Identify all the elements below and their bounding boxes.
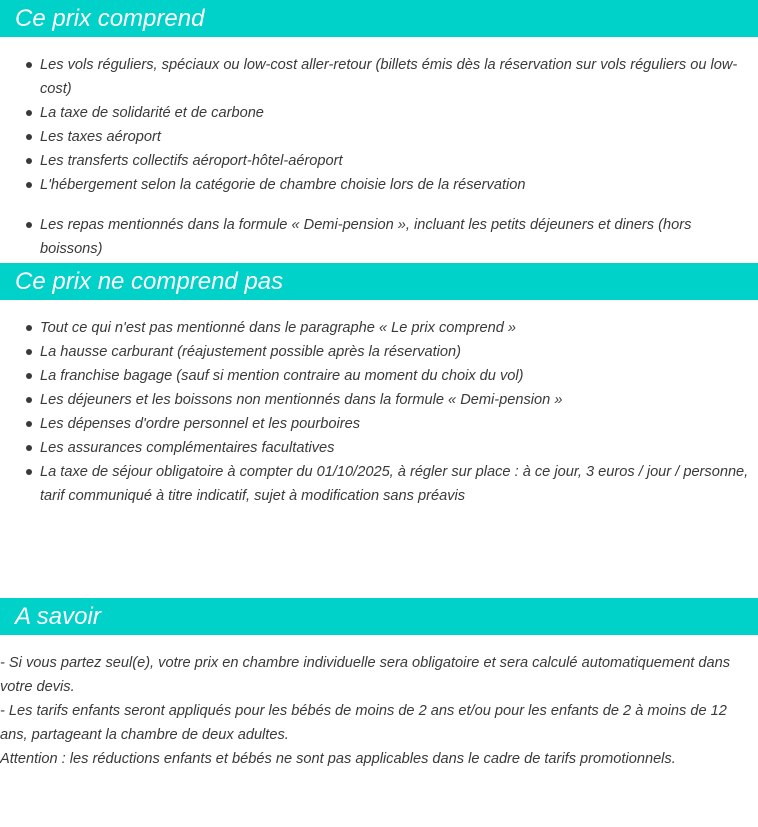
list-item: Tout ce qui n'est pas mentionné dans le paragraphe « Le prix comprend » xyxy=(0,316,758,340)
included-list xyxy=(0,53,758,261)
bullet-icon xyxy=(26,182,32,188)
bullet-icon xyxy=(26,134,32,140)
list-item: Les transferts collectifs aéroport-hôtel-aéroport xyxy=(0,149,758,173)
bullet-icon xyxy=(26,445,32,451)
bullet-icon xyxy=(26,62,32,68)
bullet-icon xyxy=(26,158,32,164)
section-header-included xyxy=(0,0,758,37)
info-paragraph: - Les tarifs enfants seront appliqués pour les bébés de moins de 2 ans et/ou pour les enfants de 2 à moins de 12 ans, partageant la chambre de deux adultes. xyxy=(0,703,727,743)
info-paragraph: - Si vous partez seul(e), votre prix en chambre individuelle sera obligatoire et sera calculé automatiquement dans votre devis. xyxy=(0,655,731,695)
list-item: La franchise bagage (sauf si mention contraire au moment du choix du vol) xyxy=(0,364,758,388)
list-item: Les repas mentionnés dans la formule « Demi-pension », incluant les petits déjeuners et diners (hors boissons) xyxy=(0,213,758,261)
list-item: La hausse carburant (réajustement possible après la réservation) xyxy=(0,340,758,364)
bullet-icon xyxy=(26,397,32,403)
bullet-icon xyxy=(26,373,32,379)
list-item: Les vols réguliers, spéciaux ou low-cost aller-retour (billets émis dès la réservation sur vols réguliers ou low-cost) xyxy=(0,53,758,101)
bullet-icon xyxy=(26,222,32,228)
bullet-icon xyxy=(26,349,32,355)
section-title-excluded: Ce prix ne comprend pas xyxy=(15,268,284,295)
section-title-info: A savoir xyxy=(15,603,101,630)
list-item: Les dépenses d'ordre personnel et les pourboires xyxy=(0,412,758,436)
list-item: Les taxes aéroport xyxy=(0,125,758,149)
bullet-icon xyxy=(26,469,32,475)
excluded-list xyxy=(0,316,758,508)
list-item: Les déjeuners et les boissons non mentionnés dans la formule « Demi-pension » xyxy=(0,388,758,412)
list-item: Les assurances complémentaires facultatives xyxy=(0,436,758,460)
bullet-icon xyxy=(26,325,32,331)
section-title-included: Ce prix comprend xyxy=(15,5,205,32)
list-item: L'hébergement selon la catégorie de chambre choisie lors de la réservation xyxy=(0,173,758,197)
list-item: La taxe de séjour obligatoire à compter du 01/10/2025, à régler sur place : à ce jour, 3 euros / jour / personne, tarif communiqué à titre indicatif, sujet à modification sans préavis xyxy=(0,460,758,508)
section-header-info xyxy=(0,598,758,635)
list-item: La taxe de solidarité et de carbone xyxy=(0,101,758,125)
bullet-icon xyxy=(26,110,32,116)
bullet-icon xyxy=(26,421,32,427)
info-paragraph: Attention : les réductions enfants et bébés ne sont pas applicables dans le cadre de tarifs promotionnels. xyxy=(0,751,676,767)
info-text-block xyxy=(0,651,752,771)
section-header-excluded xyxy=(0,263,758,300)
